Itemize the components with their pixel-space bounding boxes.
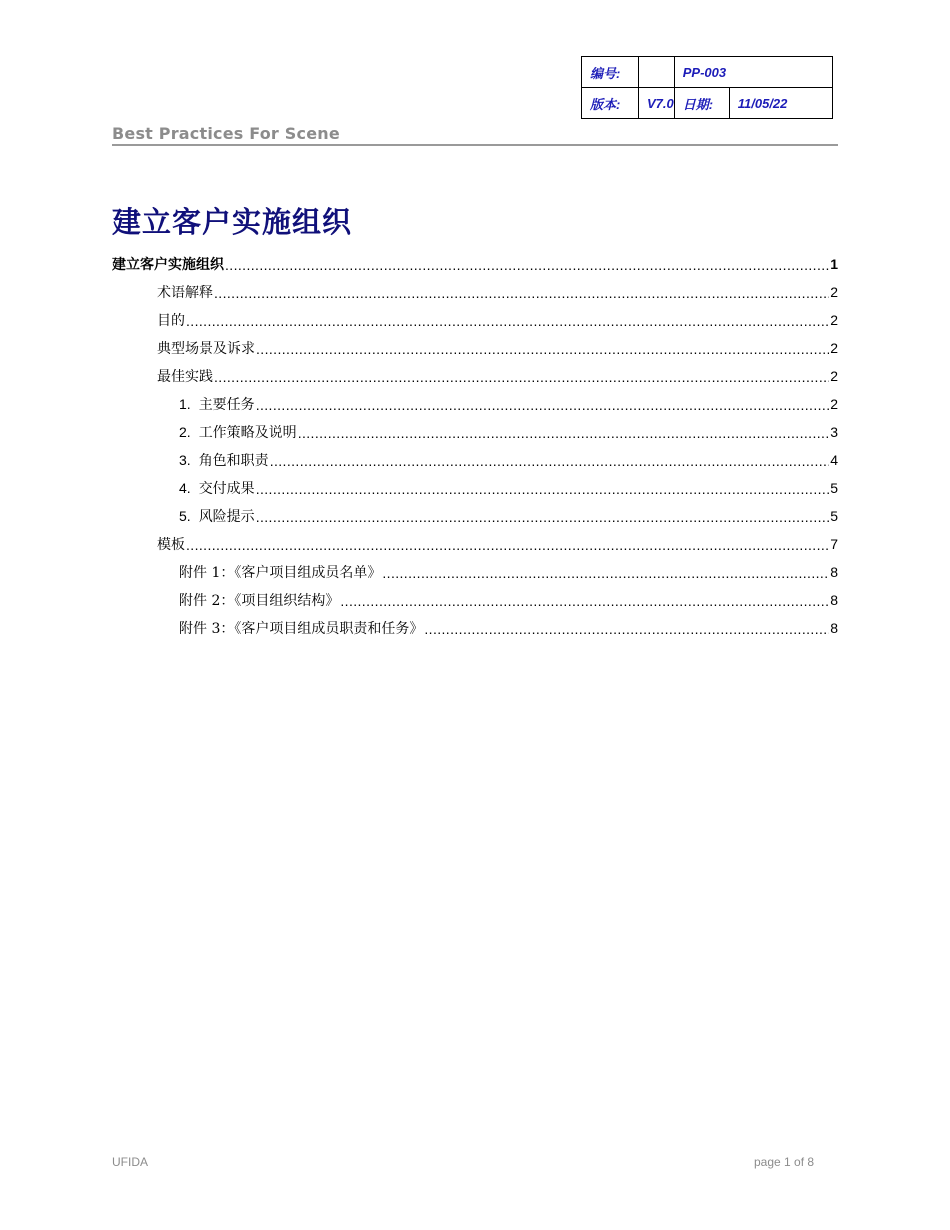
- toc-entry[interactable]: [112, 334, 838, 362]
- toc-entry-text: 附件 2：《项目组织结构》: [179, 593, 340, 609]
- toc-entry[interactable]: [112, 250, 838, 278]
- header-text: Best Practices For Scene: [112, 124, 340, 143]
- toc-entry-text: 最佳实践: [157, 369, 213, 385]
- toc-entry-page: 8: [830, 592, 838, 608]
- toc-dot-leader: [186, 313, 829, 330]
- toc-entry-page: 5: [830, 508, 838, 524]
- toc-dot-leader: [270, 453, 830, 470]
- toc-dot-leader: [340, 593, 829, 610]
- toc-entry[interactable]: [112, 390, 838, 418]
- toc-entry-page: 3: [830, 424, 838, 440]
- toc-dot-leader: [298, 425, 830, 442]
- table-of-contents: [112, 250, 838, 642]
- toc-entry[interactable]: [112, 614, 838, 642]
- toc-entry-text: 风险提示: [198, 509, 255, 525]
- toc-entry[interactable]: [112, 558, 838, 586]
- id-spacer-cell: [639, 57, 675, 88]
- toc-entry-text: 工作策略及说明: [198, 425, 297, 441]
- toc-entry-text: 建立客户实施组织: [112, 257, 224, 273]
- toc-entry-text: 交付成果: [198, 481, 255, 497]
- toc-entry[interactable]: [112, 446, 838, 474]
- footer-page-number: page 1 of 8: [754, 1155, 815, 1169]
- toc-entry[interactable]: [112, 474, 838, 502]
- toc-entry[interactable]: [112, 586, 838, 614]
- toc-entry[interactable]: [112, 530, 838, 558]
- meta-row-id: [582, 57, 833, 88]
- toc-dot-leader: [225, 257, 829, 274]
- toc-entry[interactable]: [112, 502, 838, 530]
- toc-entry-text: 模板: [157, 537, 185, 553]
- toc-entry-text: 角色和职责: [198, 453, 269, 469]
- toc-entry-page: 2: [830, 340, 838, 356]
- toc-dot-leader: [256, 341, 829, 358]
- toc-entry-text: 主要任务: [198, 397, 255, 413]
- toc-entry-page: 4: [830, 452, 838, 468]
- date-label: 日期:: [674, 88, 729, 119]
- toc-dot-leader: [186, 537, 829, 554]
- footer-company: UFIDA: [112, 1155, 148, 1169]
- date-value: 11/05/22: [729, 88, 832, 119]
- toc-dot-leader: [256, 509, 830, 526]
- toc-entry-page: 2: [830, 396, 838, 412]
- toc-entry-page: 2: [830, 312, 838, 328]
- toc-dot-leader: [214, 285, 829, 302]
- toc-entry[interactable]: [112, 418, 838, 446]
- toc-entry[interactable]: [112, 306, 838, 334]
- version-value: V7.0: [639, 88, 675, 119]
- toc-entry-number: 3.: [179, 452, 191, 468]
- id-value: PP-003: [674, 57, 832, 88]
- toc-entry[interactable]: [112, 278, 838, 306]
- toc-dot-leader: [382, 565, 829, 582]
- id-label: 编号:: [582, 57, 639, 88]
- toc-entry-number: 1.: [179, 396, 191, 412]
- toc-entry-text: 典型场景及诉求: [157, 341, 255, 357]
- toc-dot-leader: [214, 369, 829, 386]
- toc-entry-text: 目的: [157, 313, 185, 329]
- toc-entry-number: 5.: [179, 508, 191, 524]
- toc-entry-text: 附件 1：《客户项目组成员名单》: [179, 565, 382, 581]
- meta-row-version: [582, 88, 833, 119]
- document-meta-table: [581, 56, 833, 119]
- toc-entry-number: 4.: [179, 480, 191, 496]
- toc-entry-number: 2.: [179, 424, 191, 440]
- toc-dot-leader: [424, 621, 829, 638]
- toc-entry-page: 5: [830, 480, 838, 496]
- toc-entry-page: 7: [830, 536, 838, 552]
- version-label: 版本:: [582, 88, 639, 119]
- toc-entry-text: 术语解释: [157, 285, 213, 301]
- document-title: 建立客户实施组织: [112, 205, 353, 239]
- toc-entry-page: 1: [830, 256, 838, 272]
- document-header: [112, 124, 838, 146]
- toc-entry-page: 8: [830, 564, 838, 580]
- toc-entry-page: 8: [830, 620, 838, 636]
- toc-dot-leader: [256, 397, 830, 414]
- toc-entry-page: 2: [830, 284, 838, 300]
- toc-entry-text: 附件 3：《客户项目组成员职责和任务》: [179, 621, 424, 637]
- toc-entry[interactable]: [112, 362, 838, 390]
- toc-dot-leader: [256, 481, 830, 498]
- toc-entry-page: 2: [830, 368, 838, 384]
